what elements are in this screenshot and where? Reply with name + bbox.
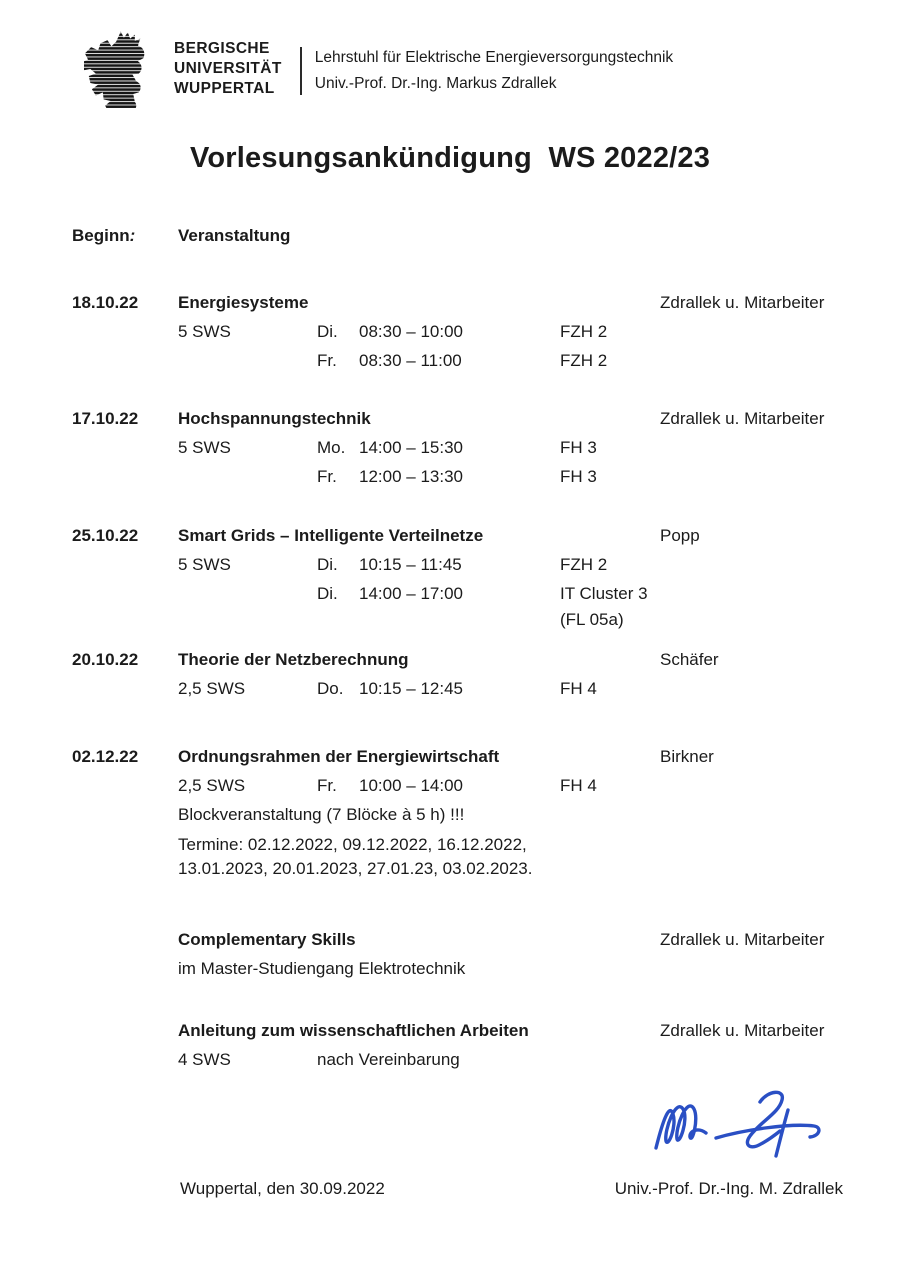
- university-name-line: BERGISCHE: [174, 40, 270, 57]
- letterhead-divider: [300, 47, 302, 95]
- session-time: 10:15 – 12:45: [359, 679, 463, 698]
- course-entry: [72, 1016, 845, 1074]
- session-time: 12:00 – 13:30: [359, 467, 463, 486]
- university-wordmark: [174, 39, 282, 99]
- session-room: FH 4: [560, 679, 597, 698]
- course-lecturer: Schäfer: [660, 650, 719, 669]
- session-time: 08:30 – 11:00: [359, 351, 462, 370]
- course-sws: 5 SWS: [178, 322, 231, 341]
- course-lecturer: Zdrallek u. Mitarbeiter: [660, 409, 825, 428]
- course-entry: [72, 742, 845, 881]
- footer-place-date: Wuppertal, den 30.09.2022: [180, 1179, 385, 1198]
- university-name-line: UNIVERSITÄT: [174, 60, 282, 77]
- session-room-extra: (FL 05a): [560, 610, 624, 629]
- course-schedule-note: nach Vereinbarung: [317, 1050, 460, 1069]
- course-title: Anleitung zum wissenschaftlichen Arbeiten: [178, 1021, 529, 1040]
- course-sws: 4 SWS: [178, 1050, 231, 1069]
- session-room: FH 3: [560, 438, 597, 457]
- university-name-line: WUPPERTAL: [174, 80, 275, 97]
- handwritten-signature-icon: [648, 1086, 843, 1172]
- session-room: FZH 2: [560, 555, 608, 574]
- buw-lion-icon: [84, 30, 156, 108]
- course-note-block: Blockveranstaltung (7 Blöcke à 5 h) !!!: [178, 805, 465, 824]
- session-room: IT Cluster 3: [560, 584, 648, 603]
- session-room: FZH 2: [560, 322, 608, 341]
- session-day: Di.: [317, 555, 338, 574]
- course-entry: [72, 288, 845, 375]
- course-title: Complementary Skills: [178, 930, 356, 949]
- course-date: 25.10.22: [72, 526, 139, 545]
- course-lecturer: Popp: [660, 526, 700, 545]
- course-note-dates: 13.01.2023, 20.01.2023, 27.01.23, 03.02.2023.: [178, 859, 533, 878]
- chair-name: Lehrstuhl für Elektrische Energieversorgungstechnik: [314, 49, 674, 66]
- course-sws: 2,5 SWS: [178, 679, 246, 698]
- session-day: Di.: [317, 322, 338, 341]
- course-title: Ordnungsrahmen der Energiewirtschaft: [178, 747, 500, 766]
- session-room: FZH 2: [560, 351, 608, 370]
- column-header-veranstaltung: Veranstaltung: [178, 226, 291, 245]
- session-day: Do.: [317, 679, 344, 698]
- letterhead: [84, 30, 673, 108]
- session-time: 10:15 – 11:45: [359, 555, 462, 574]
- course-subtitle: im Master-Studiengang Elektrotechnik: [178, 959, 466, 978]
- course-date: 17.10.22: [72, 409, 139, 428]
- course-lecturer: Zdrallek u. Mitarbeiter: [660, 930, 825, 949]
- course-title: Theorie der Netzberechnung: [178, 650, 409, 669]
- session-room: FH 4: [560, 776, 597, 795]
- chair-professor: Univ.-Prof. Dr.-Ing. Markus Zdrallek: [314, 75, 557, 92]
- chair-info: [315, 45, 673, 97]
- session-day: Di.: [317, 584, 338, 603]
- session-room: FH 3: [560, 467, 597, 486]
- session-day: Fr.: [317, 467, 337, 486]
- page-title: Vorlesungsankündigung WS 2022/23: [189, 142, 711, 174]
- course-entry: [72, 404, 845, 491]
- session-time: 10:00 – 14:00: [359, 776, 463, 795]
- session-time: 14:00 – 15:30: [359, 438, 463, 457]
- course-lecturer: Zdrallek u. Mitarbeiter: [660, 293, 825, 312]
- course-sws: 5 SWS: [178, 438, 231, 457]
- session-time: 14:00 – 17:00: [359, 584, 463, 603]
- course-entry: [72, 925, 845, 983]
- course-entry: [72, 645, 845, 703]
- course-sws: 5 SWS: [178, 555, 231, 574]
- footer-signer-name: Univ.-Prof. Dr.-Ing. M. Zdrallek: [614, 1179, 843, 1198]
- course-date: 18.10.22: [72, 293, 139, 312]
- course-title: Energiesysteme: [178, 293, 309, 312]
- course-entry: [72, 521, 845, 632]
- course-lecturer: Birkner: [660, 747, 714, 766]
- column-header-beginn: Beginn:: [72, 226, 136, 245]
- course-title: Hochspannungstechnik: [178, 409, 371, 428]
- course-sws: 2,5 SWS: [178, 776, 246, 795]
- course-title: Smart Grids – Intelligente Verteilnetze: [178, 526, 484, 545]
- table-header: [72, 221, 845, 250]
- session-day: Fr.: [317, 776, 337, 795]
- session-time: 08:30 – 10:00: [359, 322, 463, 341]
- course-date: 20.10.22: [72, 650, 139, 669]
- session-day: Fr.: [317, 351, 337, 370]
- course-lecturer: Zdrallek u. Mitarbeiter: [660, 1021, 825, 1040]
- course-date: 02.12.22: [72, 747, 139, 766]
- session-day: Mo.: [317, 438, 346, 457]
- course-note-dates: Termine: 02.12.2022, 09.12.2022, 16.12.2022,: [178, 835, 527, 854]
